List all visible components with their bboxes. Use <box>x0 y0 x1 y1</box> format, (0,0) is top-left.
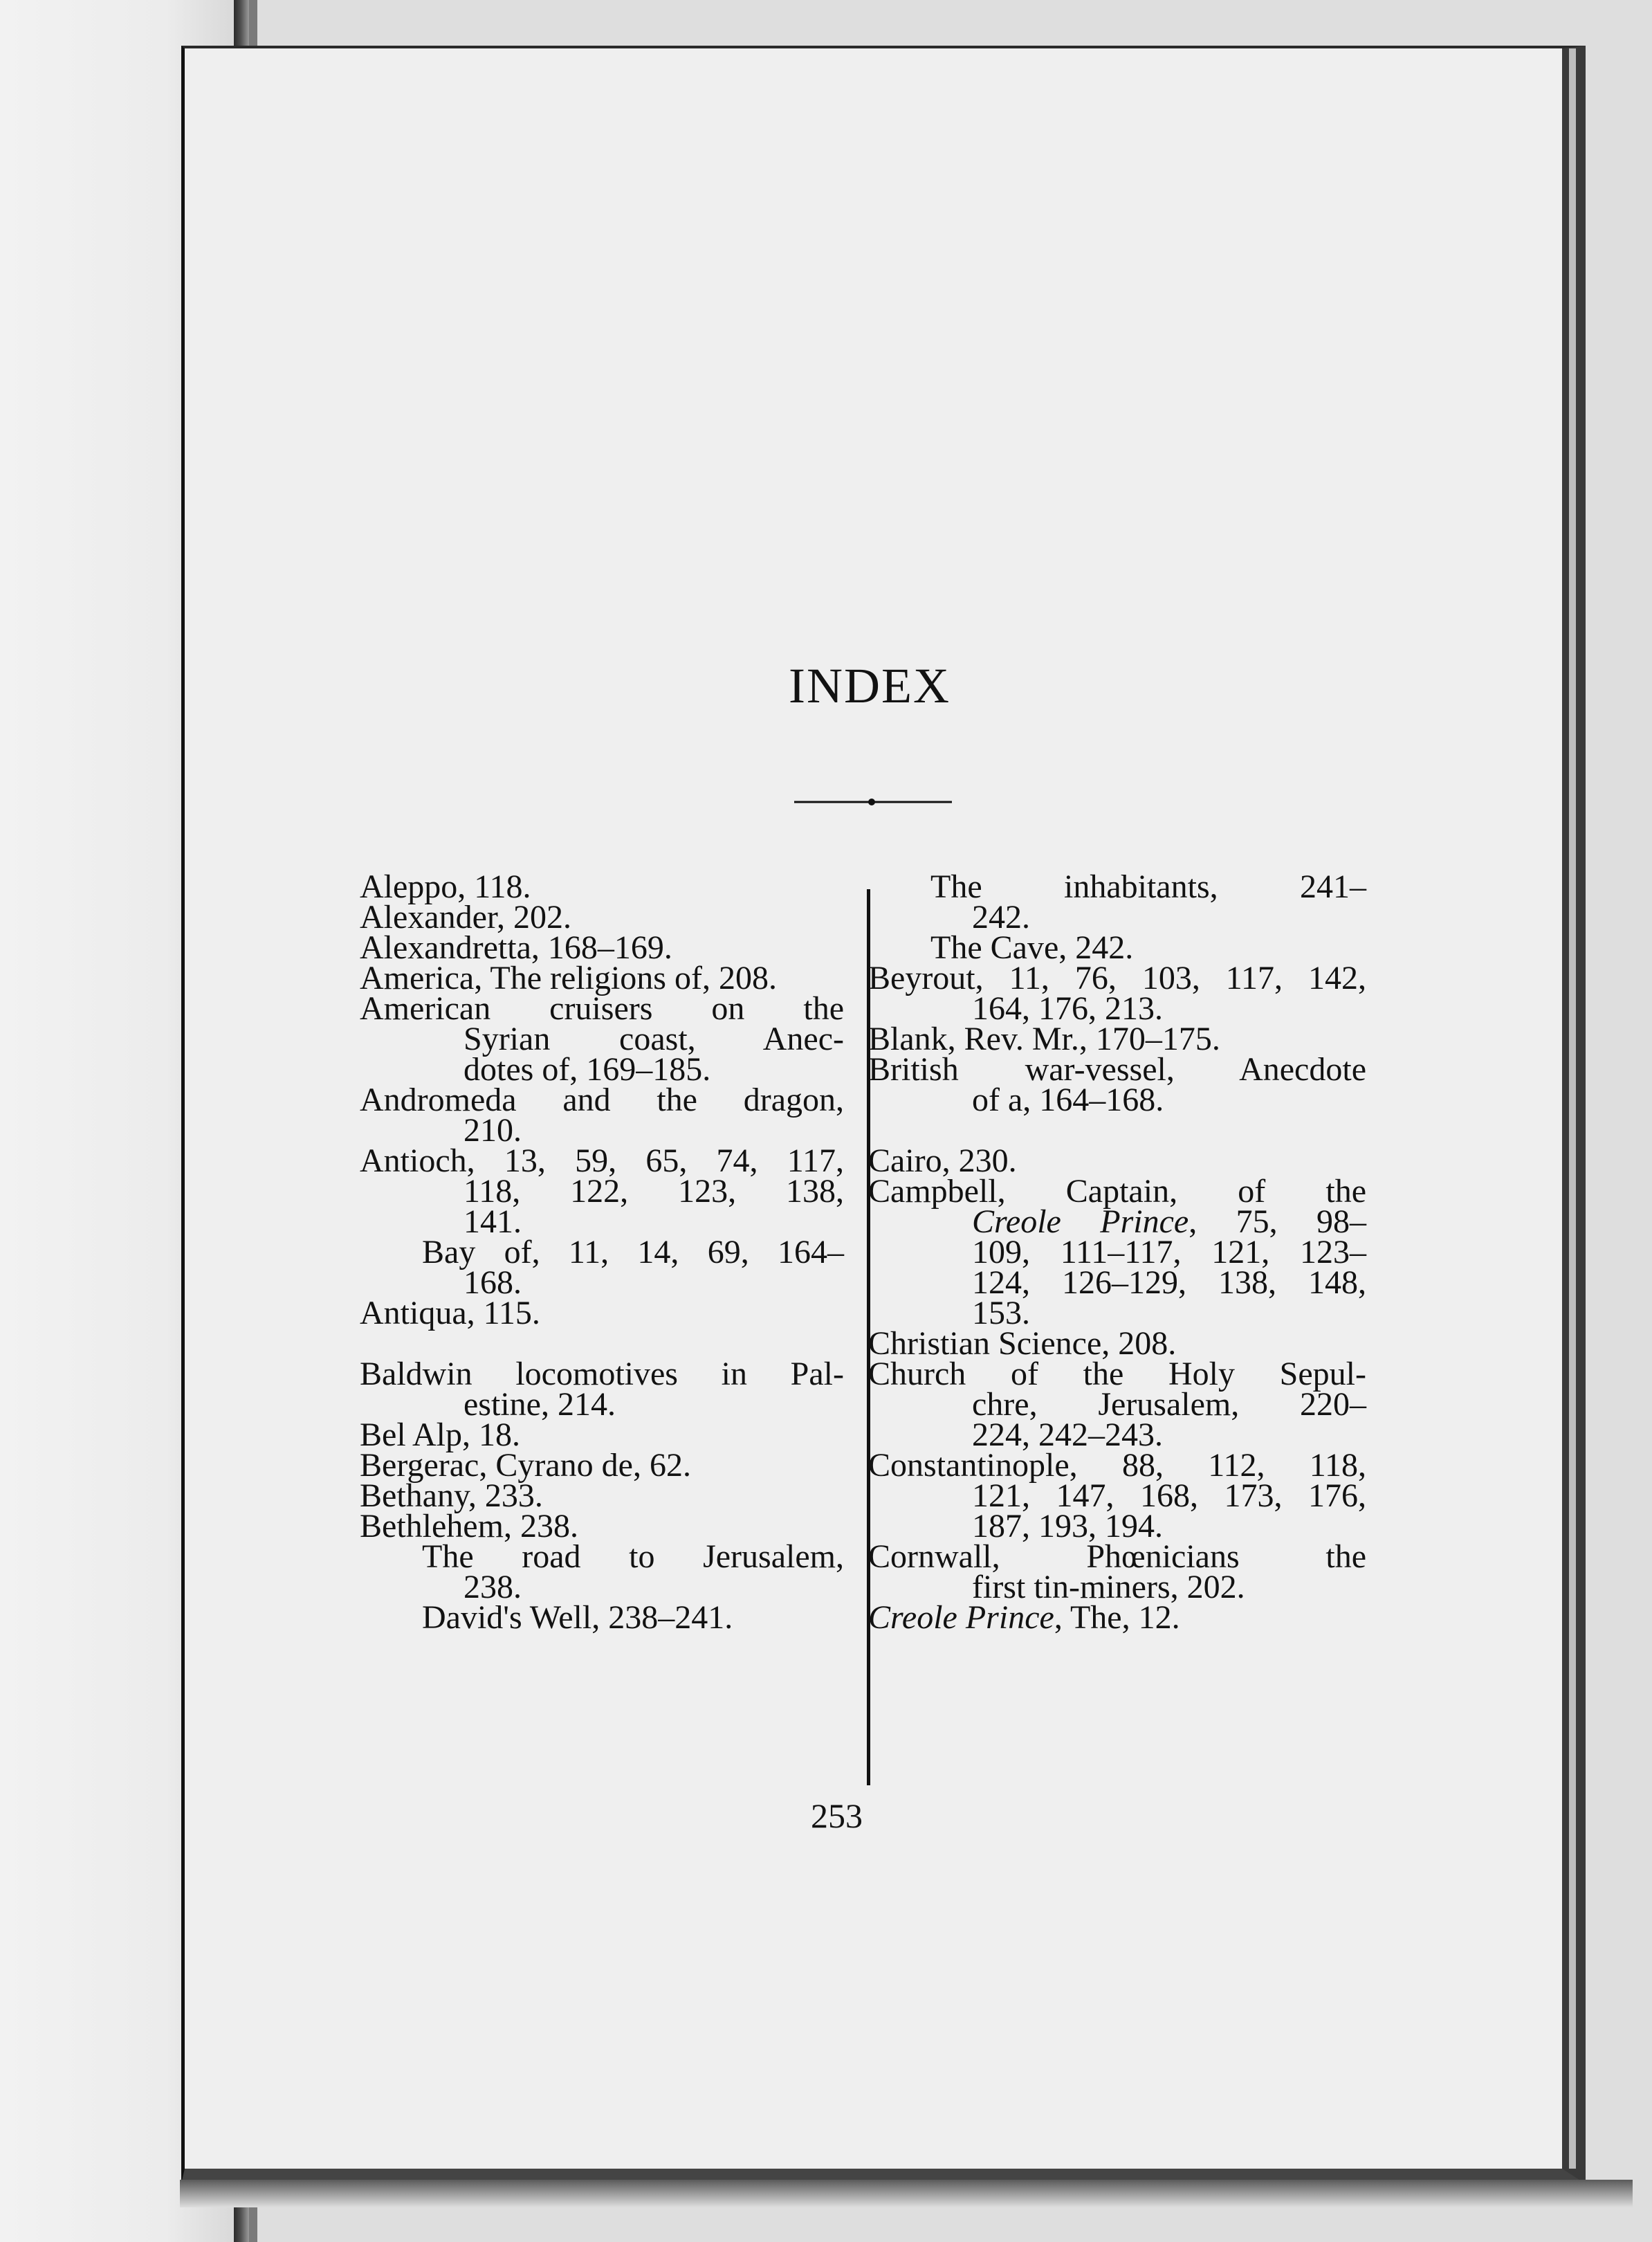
index-entry-line: Beyrout, 11, 76, 103, 117, 142, <box>868 960 1366 996</box>
index-entry-line: Bay of, 11, 14, 69, 164– <box>422 1234 844 1270</box>
page-bottom-edge <box>180 2180 1633 2207</box>
index-entry-line: 224, 242–243. <box>972 1416 1163 1453</box>
index-entry-line: Creole Prince, The, 12. <box>868 1599 1180 1636</box>
page-number: 253 <box>811 1796 863 1835</box>
index-entry-line: Campbell, Captain, of the <box>868 1173 1366 1210</box>
index-entry-line: Cairo, 230. <box>868 1142 1017 1179</box>
index-entry-line: Bergerac, Cyrano de, 62. <box>360 1447 691 1484</box>
index-entry-line: Church of the Holy Sepul- <box>868 1356 1366 1392</box>
index-entry-line: of a, 164–168. <box>972 1082 1164 1118</box>
index-subentry <box>360 1538 844 1605</box>
index-entry-line: Alexander, 202. <box>360 899 571 936</box>
index-entry <box>360 899 844 936</box>
index-entry-line: 187, 193, 194. <box>972 1508 1163 1544</box>
index-entry-line: Creole Prince, 75, 98– <box>972 1203 1366 1240</box>
index-entry-line: estine, 214. <box>464 1386 616 1423</box>
index-entry <box>868 1447 1366 1544</box>
index-entry-line: Aleppo, 118. <box>360 868 531 905</box>
index-entry-line: Cornwall, Phœnicians the <box>868 1538 1366 1575</box>
index-entry <box>360 1295 844 1331</box>
index-entry-line: David's Well, 238–241. <box>422 1599 733 1636</box>
index-entry <box>360 960 844 996</box>
index-entry-line: Andromeda and the dragon, <box>360 1082 844 1118</box>
index-entry <box>360 868 844 905</box>
index-entry-line: Antioch, 13, 59, 65, 74, 117, <box>360 1142 844 1179</box>
index-entry-line: 141. <box>464 1203 522 1240</box>
index-entry <box>360 1416 844 1453</box>
index-column-right <box>868 868 1366 1636</box>
index-entry-line: 109, 111–117, 121, 123– <box>972 1234 1366 1270</box>
index-entry-line: Constantinople, 88, 112, 118, <box>868 1447 1366 1484</box>
index-subentry <box>360 1234 844 1301</box>
index-entry <box>360 1356 844 1423</box>
title-ornament-rule <box>794 797 952 807</box>
index-entry <box>360 929 844 966</box>
index-entry-line: first tin-miners, 202. <box>972 1569 1245 1605</box>
index-entry <box>360 1508 844 1544</box>
index-entry-line: Bethlehem, 238. <box>360 1508 578 1544</box>
index-entry-line: chre, Jerusalem, 220– <box>972 1386 1366 1423</box>
index-entry-line: Alexandretta, 168–169. <box>360 929 672 966</box>
index-entry <box>360 990 844 1088</box>
index-entry <box>868 1021 1366 1057</box>
index-entry-line: 121, 147, 168, 173, 176, <box>972 1477 1366 1514</box>
index-entry-line: dotes of, 169–185. <box>464 1051 711 1088</box>
index-entry <box>360 1477 844 1514</box>
index-entry-line: The Cave, 242. <box>930 929 1134 966</box>
index-entry <box>360 1447 844 1484</box>
index-entry <box>360 1082 844 1149</box>
index-entry-line: 124, 126–129, 138, 148, <box>972 1264 1366 1301</box>
index-entry-line: Syrian coast, Anec- <box>464 1021 844 1057</box>
index-entry-line: 210. <box>464 1112 522 1149</box>
index-column-left <box>360 868 844 1636</box>
index-entry <box>868 1356 1366 1453</box>
index-entry-line: Antiqua, 115. <box>360 1295 540 1331</box>
index-entry <box>868 1142 1366 1179</box>
index-entry <box>360 1142 844 1240</box>
index-subentry <box>360 1599 844 1636</box>
index-entry-line: 168. <box>464 1264 522 1301</box>
index-entry-line: Blank, Rev. Mr., 170–175. <box>868 1021 1220 1057</box>
index-entry-line: British war-vessel, Anecdote <box>868 1051 1366 1088</box>
index-entry <box>868 1599 1366 1636</box>
index-entry <box>868 1051 1366 1118</box>
index-entry-line: The inhabitants, 241– <box>930 868 1366 905</box>
index-entry-line: 118, 122, 123, 138, <box>464 1173 844 1210</box>
index-entry-line: American cruisers on the <box>360 990 844 1027</box>
index-entry-line: America, The religions of, 208. <box>360 960 777 996</box>
index-entry-line: 153. <box>972 1295 1030 1331</box>
index-entry <box>868 1538 1366 1605</box>
index-entry-line: Baldwin locomotives in Pal- <box>360 1356 844 1392</box>
index-subentry <box>868 868 1366 936</box>
index-entry <box>868 960 1366 1027</box>
index-entry-line: Bethany, 233. <box>360 1477 543 1514</box>
index-entry-line: Bel Alp, 18. <box>360 1416 521 1453</box>
index-entry-line: The road to Jerusalem, <box>422 1538 844 1575</box>
page-title: INDEX <box>789 658 951 713</box>
index-entry <box>868 1325 1366 1362</box>
index-entry-line: 164, 176, 213. <box>972 990 1163 1027</box>
index-entry-line: Christian Science, 208. <box>868 1325 1177 1362</box>
index-subentry <box>868 929 1366 966</box>
index-entry-line: 242. <box>972 899 1030 936</box>
index-entry <box>868 1173 1366 1331</box>
index-entry-line: 238. <box>464 1569 522 1605</box>
